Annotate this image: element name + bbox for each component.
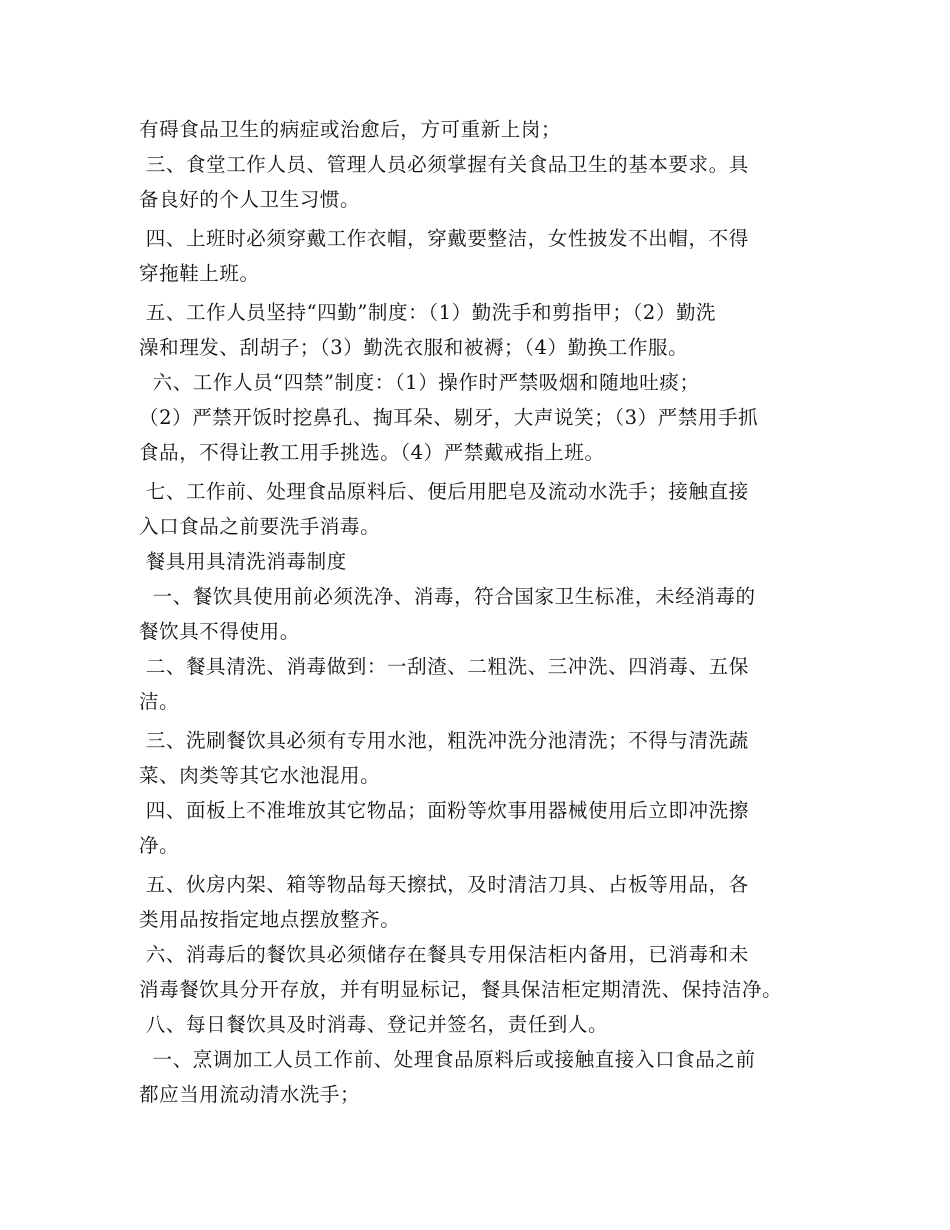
text-line: 洁。 [139, 690, 180, 713]
text-line: 三、洗刷餐饮具必须有专用水池，粗洗冲洗分池清洗；不得与清洗蔬 [139, 729, 749, 752]
text-line: 有碍食品卫生的病症或治愈后，方可重新上岗； [139, 118, 562, 141]
section-heading: 餐具用具清洗消毒制度 [139, 550, 347, 573]
text-line: 都应当用流动清水洗手； [139, 1083, 361, 1106]
text-line: 四、上班时必须穿戴工作衣帽，穿戴要整洁，女性披发不出帽，不得 [139, 227, 749, 250]
text-line: 一、餐饮具使用前必须洗净、消毒，符合国家卫生标准，未经消毒的 [139, 585, 756, 608]
text-line: 备良好的个人卫生习惯。 [139, 188, 361, 211]
text-line: 六、消毒后的餐饮具必须储存在餐具专用保洁柜内备用，已消毒和未 [139, 943, 749, 966]
text-line: 净。 [139, 834, 180, 857]
text-line: 五、伙房内架、箱等物品每天擦拭，及时清洁刀具、占板等用品，各 [139, 873, 749, 896]
text-line: （2）严禁开饭时挖鼻孔、掏耳朵、剔牙，大声说笑；（3）严禁用手抓 [139, 406, 759, 429]
text-line: 入口食品之前要洗手消毒。 [139, 515, 381, 538]
text-line: 食品，不得让教工用手挑选。（4）严禁戴戒指上班。 [139, 441, 605, 464]
text-line: 一、烹调加工人员工作前、处理食品原料后或接触直接入口食品之前 [139, 1048, 756, 1071]
text-line: 四、面板上不准堆放其它物品；面粉等炊事用器械使用后立即冲洗擦 [139, 799, 749, 822]
text-line: 穿拖鞋上班。 [139, 262, 260, 285]
text-line: 七、工作前、处理食品原料后、便后用肥皂及流动水洗手；接触直接 [139, 480, 749, 503]
text-line: 三、食堂工作人员、管理人员必须掌握有关食品卫生的基本要求。具 [139, 153, 749, 176]
text-line: 类用品按指定地点摆放整齐。 [139, 908, 401, 931]
text-line: 五、工作人员坚持“四勤”制度：（1）勤洗手和剪指甲；（2）勤洗 [139, 301, 717, 324]
text-line: 餐饮具不得使用。 [139, 620, 300, 643]
text-line: 消毒餐饮具分开存放，并有明显标记，餐具保洁柜定期清洗、保持洁净。 [139, 978, 783, 1001]
text-line: 二、餐具清洗、消毒做到：一刮渣、二粗洗、三冲洗、四消毒、五保 [139, 655, 749, 678]
text-line: 八、每日餐饮具及时消毒、登记并签名，责任到人。 [139, 1013, 609, 1036]
text-line: 菜、肉类等其它水池混用。 [139, 764, 381, 787]
text-line: 澡和理发、刮胡子；（3）勤洗衣服和被褥；（4）勤换工作服。 [139, 336, 689, 359]
text-line: 六、工作人员“四禁”制度：（1）操作时严禁吸烟和随地吐痰； [139, 371, 700, 394]
